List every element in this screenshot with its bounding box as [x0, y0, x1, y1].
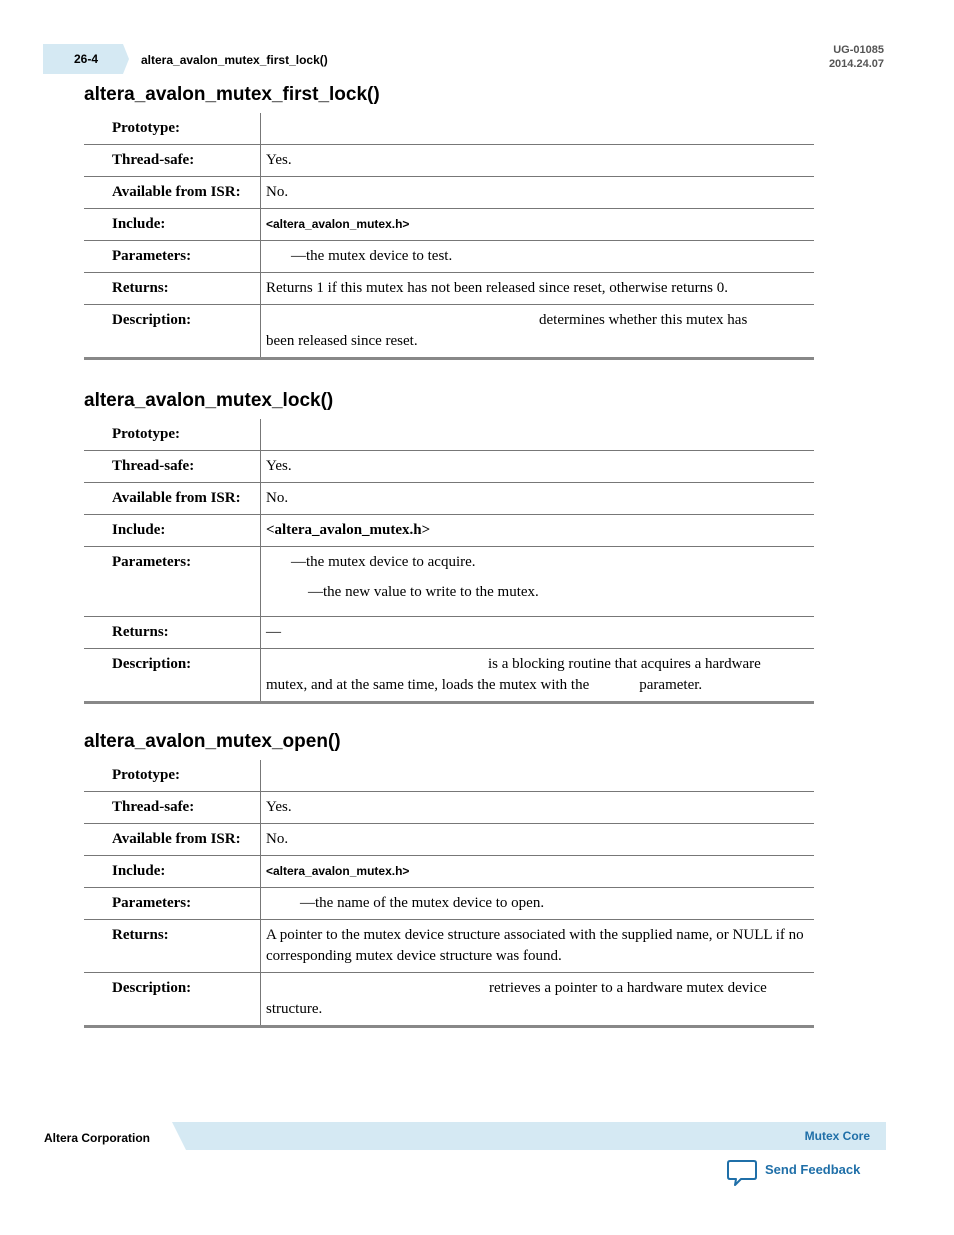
- table-row: [84, 305, 814, 359]
- row-value: —: [261, 617, 815, 649]
- include-header: <altera_avalon_mutex.h>: [266, 217, 410, 231]
- description-line: mutex, and at the same time, loads the mutex with the: [266, 677, 590, 693]
- row-value: Yes.: [261, 792, 815, 824]
- table-row: [84, 177, 814, 209]
- row-label: Available from ISR:: [84, 177, 261, 209]
- api-table-lock: [84, 419, 814, 704]
- row-value: [261, 547, 815, 617]
- description-line: parameter.: [639, 677, 703, 693]
- row-label: Description:: [84, 649, 261, 703]
- table-row: [84, 792, 814, 824]
- table-row: [84, 973, 814, 1027]
- table-row: [84, 451, 814, 483]
- row-label: Include:: [84, 515, 261, 547]
- row-label: Thread-safe:: [84, 792, 261, 824]
- table-row: [84, 888, 814, 920]
- description-line: structure.: [266, 1001, 323, 1017]
- api-table-first-lock: [84, 113, 814, 360]
- footer-band: [172, 1122, 886, 1150]
- table-row: [84, 547, 814, 617]
- page-number: 26-4: [74, 52, 99, 66]
- row-label: Parameters:: [84, 888, 261, 920]
- row-value: [261, 515, 815, 547]
- description-line: is a blocking routine that acquires a hardware: [488, 656, 761, 672]
- row-value: [261, 209, 815, 241]
- row-value: [261, 649, 815, 703]
- row-value: [261, 241, 815, 273]
- table-row: [84, 920, 814, 973]
- section-title-first-lock: altera_avalon_mutex_first_lock(): [84, 84, 380, 105]
- table-row: [84, 145, 814, 177]
- row-value: [261, 305, 815, 359]
- row-value: Returns 1 if this mutex has not been released since reset, otherwise returns 0.: [261, 273, 815, 305]
- row-value: [261, 419, 815, 451]
- row-value: [261, 113, 815, 145]
- description-line: retrieves a pointer to a hardware mutex device: [489, 980, 767, 996]
- footer-chapter-title: Mutex Core: [804, 1129, 870, 1143]
- parameter-desc: —the name of the mutex device to open.: [300, 895, 545, 911]
- footer-company: Altera Corporation: [44, 1131, 151, 1145]
- table-row: [84, 617, 814, 649]
- row-label: Available from ISR:: [84, 483, 261, 515]
- row-value: No.: [261, 483, 815, 515]
- row-value: [261, 973, 815, 1027]
- row-value: [261, 856, 815, 888]
- section-title-lock: altera_avalon_mutex_lock(): [84, 390, 334, 411]
- table-row: [84, 209, 814, 241]
- row-label: Prototype:: [84, 113, 261, 145]
- row-value: A pointer to the mutex device structure associated with the supplied name, or NULL if no corresponding mutex device structure was found.: [261, 920, 815, 973]
- row-label: Thread-safe:: [84, 451, 261, 483]
- document-id-block: [829, 43, 884, 71]
- row-value: No.: [261, 177, 815, 209]
- row-label: Returns:: [84, 617, 261, 649]
- description-line: been released since reset.: [266, 333, 418, 349]
- table-row: [84, 824, 814, 856]
- parameter-desc: —the mutex device to test.: [291, 248, 453, 264]
- speech-bubble-icon[interactable]: [727, 1159, 757, 1187]
- include-header: <altera_avalon_mutex.h>: [266, 864, 410, 878]
- table-row: [84, 856, 814, 888]
- row-label: Parameters:: [84, 547, 261, 617]
- row-label: Include:: [84, 856, 261, 888]
- running-title: altera_avalon_mutex_first_lock(): [141, 53, 328, 67]
- send-feedback-link[interactable]: Send Feedback: [765, 1162, 861, 1177]
- document-id: UG-01085: [833, 44, 884, 56]
- table-row: [84, 241, 814, 273]
- include-header: <altera_avalon_mutex.h>: [266, 522, 431, 538]
- row-label: Thread-safe:: [84, 145, 261, 177]
- parameter-desc: —the mutex device to acquire.: [291, 554, 476, 570]
- description-line: determines whether this mutex has: [539, 312, 748, 328]
- table-row: [84, 760, 814, 792]
- row-label: Description:: [84, 973, 261, 1027]
- row-value: Yes.: [261, 451, 815, 483]
- api-table-open: [84, 760, 814, 1028]
- row-value: [261, 760, 815, 792]
- table-row: [84, 515, 814, 547]
- row-label: Prototype:: [84, 419, 261, 451]
- table-row: [84, 649, 814, 703]
- row-value: [261, 888, 815, 920]
- row-label: Available from ISR:: [84, 824, 261, 856]
- row-label: Returns:: [84, 920, 261, 973]
- parameter-desc: —the new value to write to the mutex.: [308, 584, 539, 600]
- row-value: No.: [261, 824, 815, 856]
- table-row: [84, 113, 814, 145]
- table-row: [84, 273, 814, 305]
- row-label: Parameters:: [84, 241, 261, 273]
- row-label: Prototype:: [84, 760, 261, 792]
- row-label: Include:: [84, 209, 261, 241]
- row-value: Yes.: [261, 145, 815, 177]
- table-row: [84, 483, 814, 515]
- row-label: Description:: [84, 305, 261, 359]
- section-title-open: altera_avalon_mutex_open(): [84, 731, 341, 752]
- document-date: 2014.24.07: [828, 58, 884, 70]
- table-row: [84, 419, 814, 451]
- row-label: Returns:: [84, 273, 261, 305]
